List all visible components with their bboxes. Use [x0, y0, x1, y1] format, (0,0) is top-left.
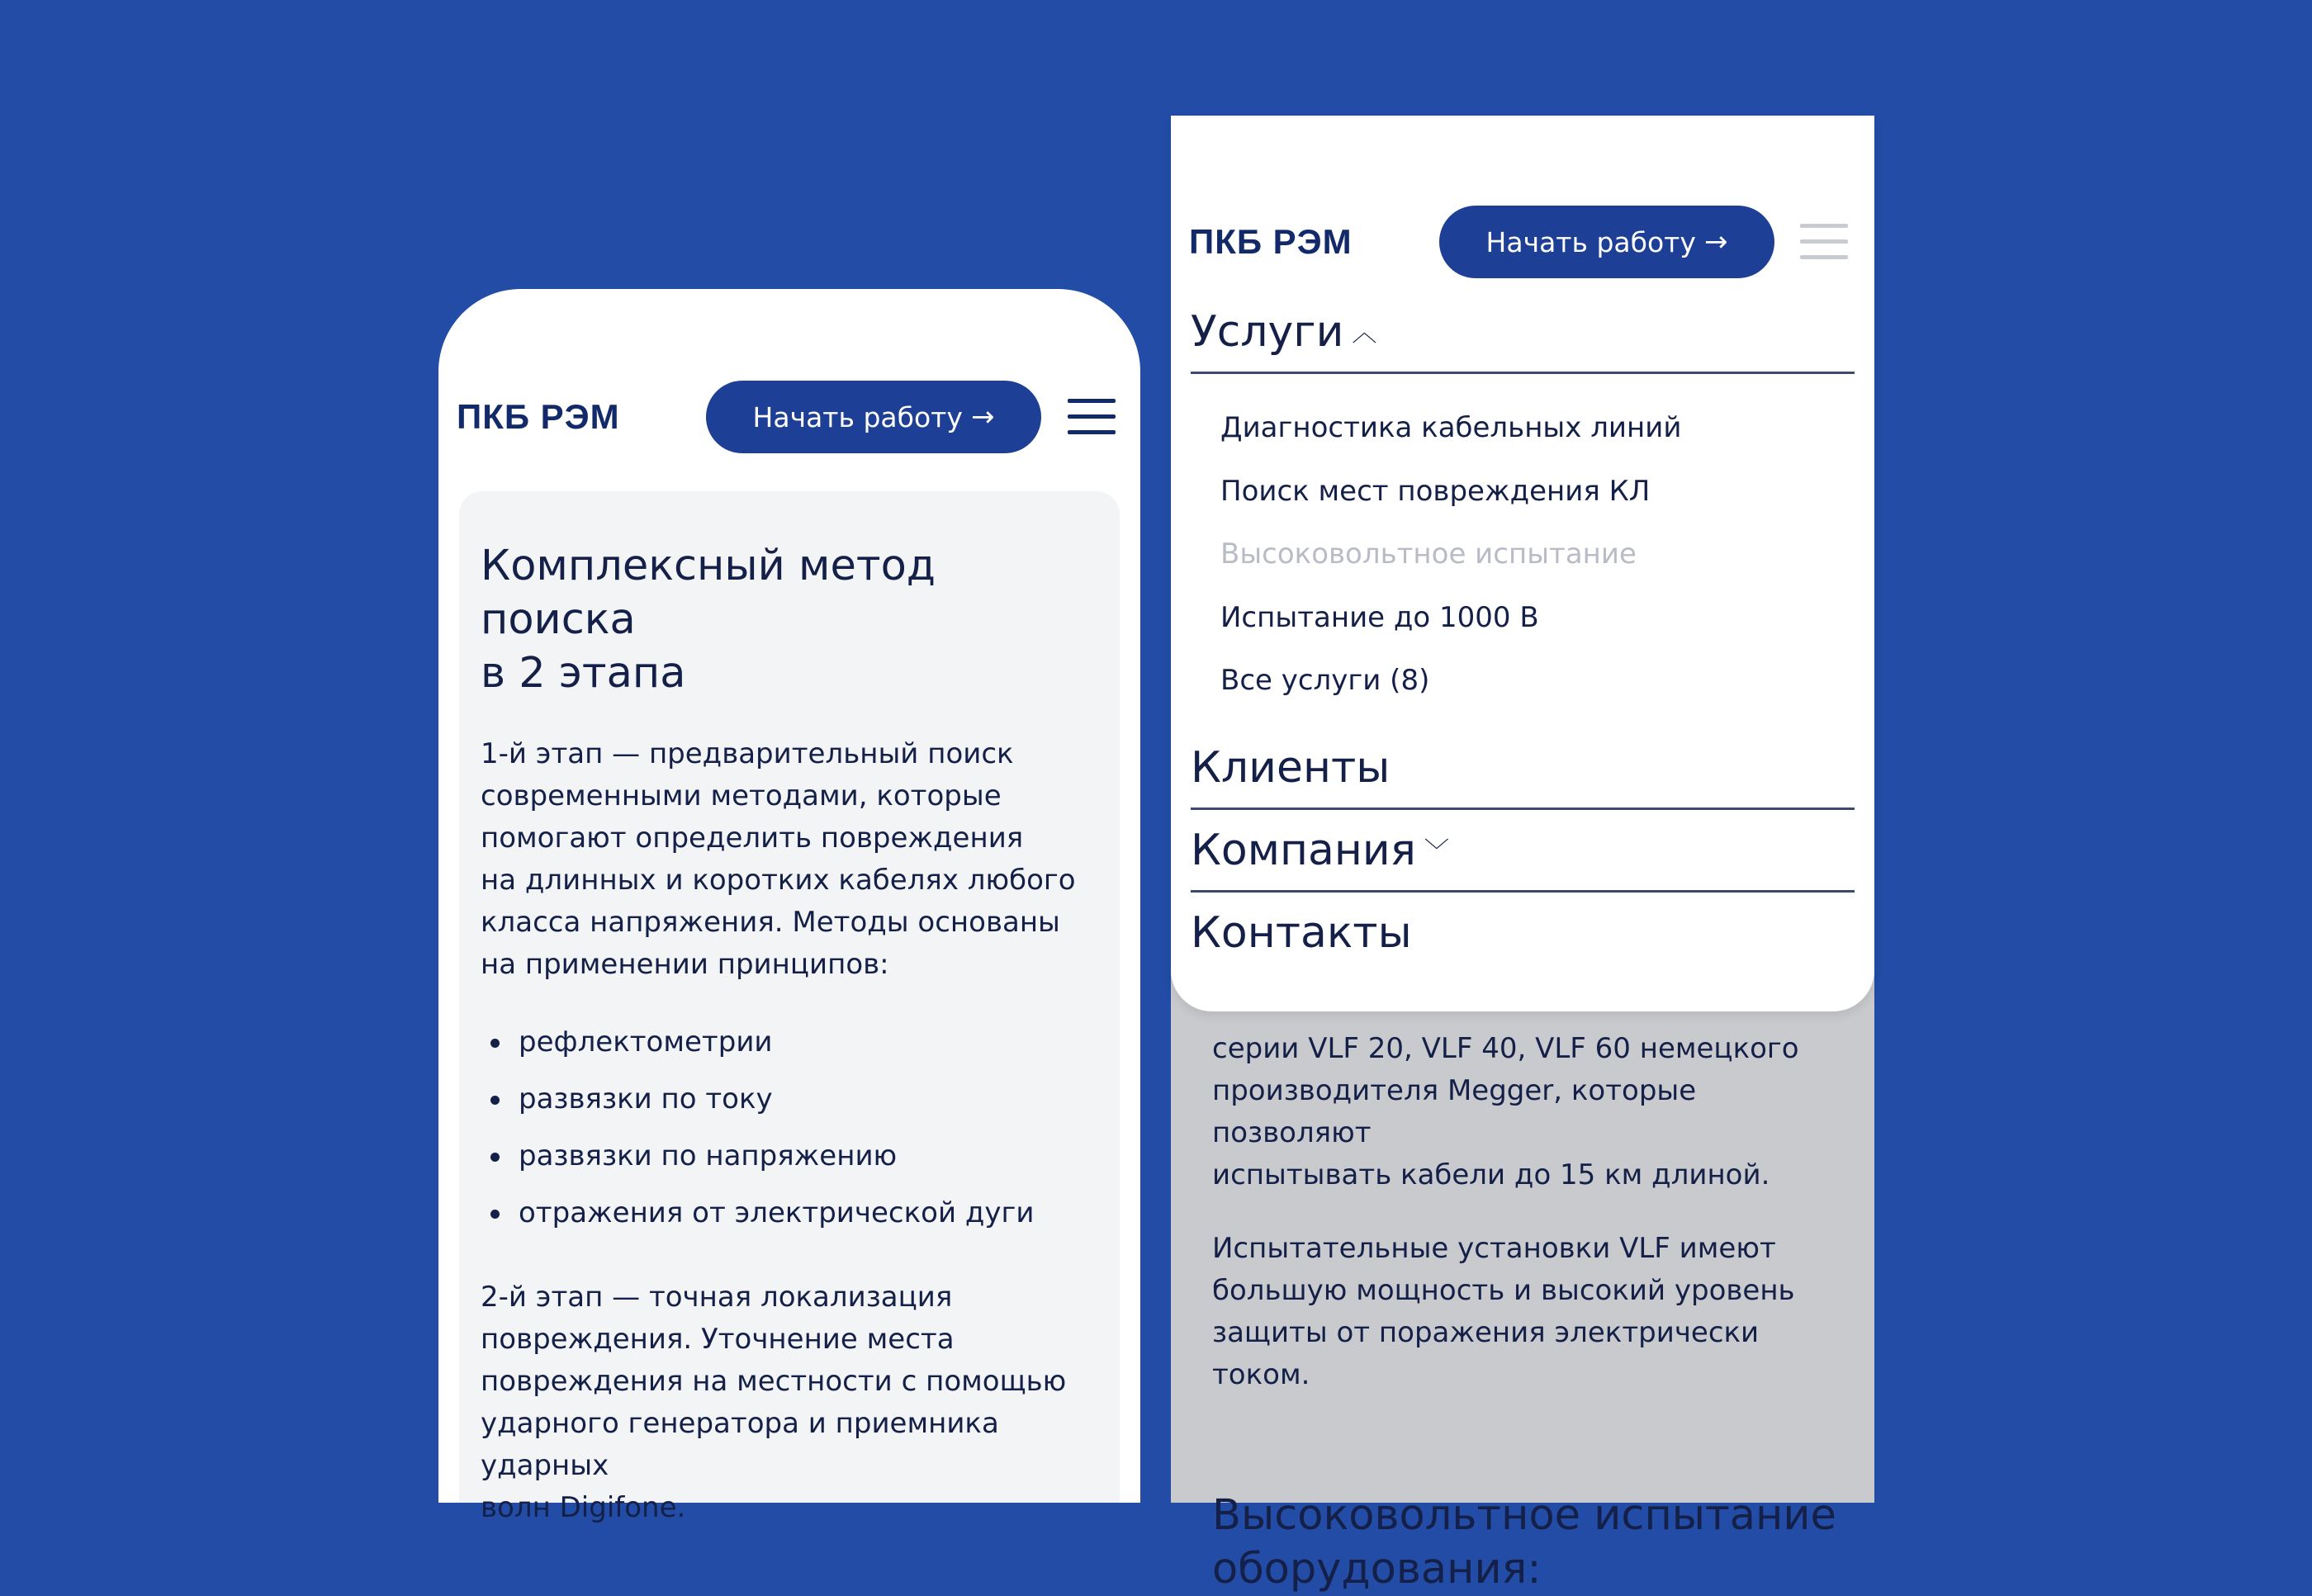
hamburger-menu-icon[interactable] — [1068, 399, 1116, 435]
stage-two-text: 2-й этап — точная локализация повреждения. Уточнение места повреждения на местности с помощью ударного генератора и приемника ударных волн Digifone. — [481, 1281, 1067, 1524]
phone-mockup-left — [438, 289, 1140, 1524]
list-item: отражения от электрической дуги — [519, 1185, 1098, 1242]
start-work-button-label: Начать работу — [752, 400, 963, 433]
brand-logo[interactable]: ПКБ РЭМ — [457, 397, 620, 436]
submenu-item-all-services[interactable]: Все услуги (8) — [1220, 664, 1430, 697]
hamburger-menu-icon[interactable] — [1800, 224, 1848, 260]
list-item: развязки по току — [519, 1071, 1098, 1128]
list-item: рефлектометрии — [519, 1014, 1098, 1071]
brand-logo[interactable]: ПКБ РЭМ — [1189, 222, 1353, 261]
chevron-up-icon: ︿ — [1352, 319, 1377, 348]
method-card — [459, 491, 1120, 1524]
list-item: развязки по напряжению — [519, 1128, 1098, 1185]
principles-list — [481, 1014, 1098, 1242]
menu-item-label: Услуги — [1191, 307, 1344, 357]
submenu-item-fault-location[interactable]: Поиск мест повреждения КЛ — [1220, 474, 1651, 508]
site-header — [438, 355, 1140, 479]
section-heading: Высоковольтное испытание оборудования: — [1212, 1491, 1836, 1594]
menu-item-label: Клиенты — [1191, 743, 1391, 793]
mobile-menu-panel — [1171, 116, 1874, 1011]
start-work-button[interactable] — [706, 381, 1041, 453]
submenu-item-test-1000v[interactable]: Испытание до 1000 В — [1220, 600, 1539, 634]
start-work-button-label: Начать работу — [1485, 225, 1696, 258]
menu-item-company[interactable] — [1191, 826, 1855, 893]
vlf-protection-text: Испытательные установки VLF имеют большую мощность и высокий уровень защиты от поражения электрически током. — [1212, 1232, 1795, 1391]
services-submenu — [1220, 396, 1681, 713]
menu-item-label: Контакты — [1191, 908, 1412, 958]
vlf-description: серии VLF 20, VLF 40, VLF 60 немецкого производителя Megger, которые позволяют испытывать кабели до 15 км длиной. — [1212, 1032, 1799, 1191]
card-title: Комплексный метод поиска в 2 этапа — [481, 542, 936, 698]
menu-item-contacts[interactable] — [1191, 908, 1855, 973]
start-work-button[interactable] — [1439, 206, 1774, 278]
phone-mockup-right — [1171, 116, 1874, 1594]
submenu-item-cable-diagnostics[interactable]: Диагностика кабельных линий — [1220, 411, 1682, 444]
arrow-right-icon: → — [1703, 225, 1728, 258]
menu-item-clients[interactable] — [1191, 743, 1855, 810]
menu-item-label: Компания — [1191, 826, 1416, 875]
stage-one-text: 1-й этап — предварительный поиск современными методами, которые помогают определить повреждения на длинных и коротких кабелях любого класса напряжения. Методы основаны на применении принципов: — [481, 737, 1076, 981]
submenu-item-high-voltage-test[interactable]: Высоковольтное испытание — [1220, 538, 1637, 571]
chevron-down-icon: ﹀ — [1424, 837, 1449, 866]
page-content-behind-menu — [1212, 1011, 1841, 1596]
arrow-right-icon: → — [970, 400, 995, 433]
menu-item-services[interactable] — [1191, 307, 1855, 374]
